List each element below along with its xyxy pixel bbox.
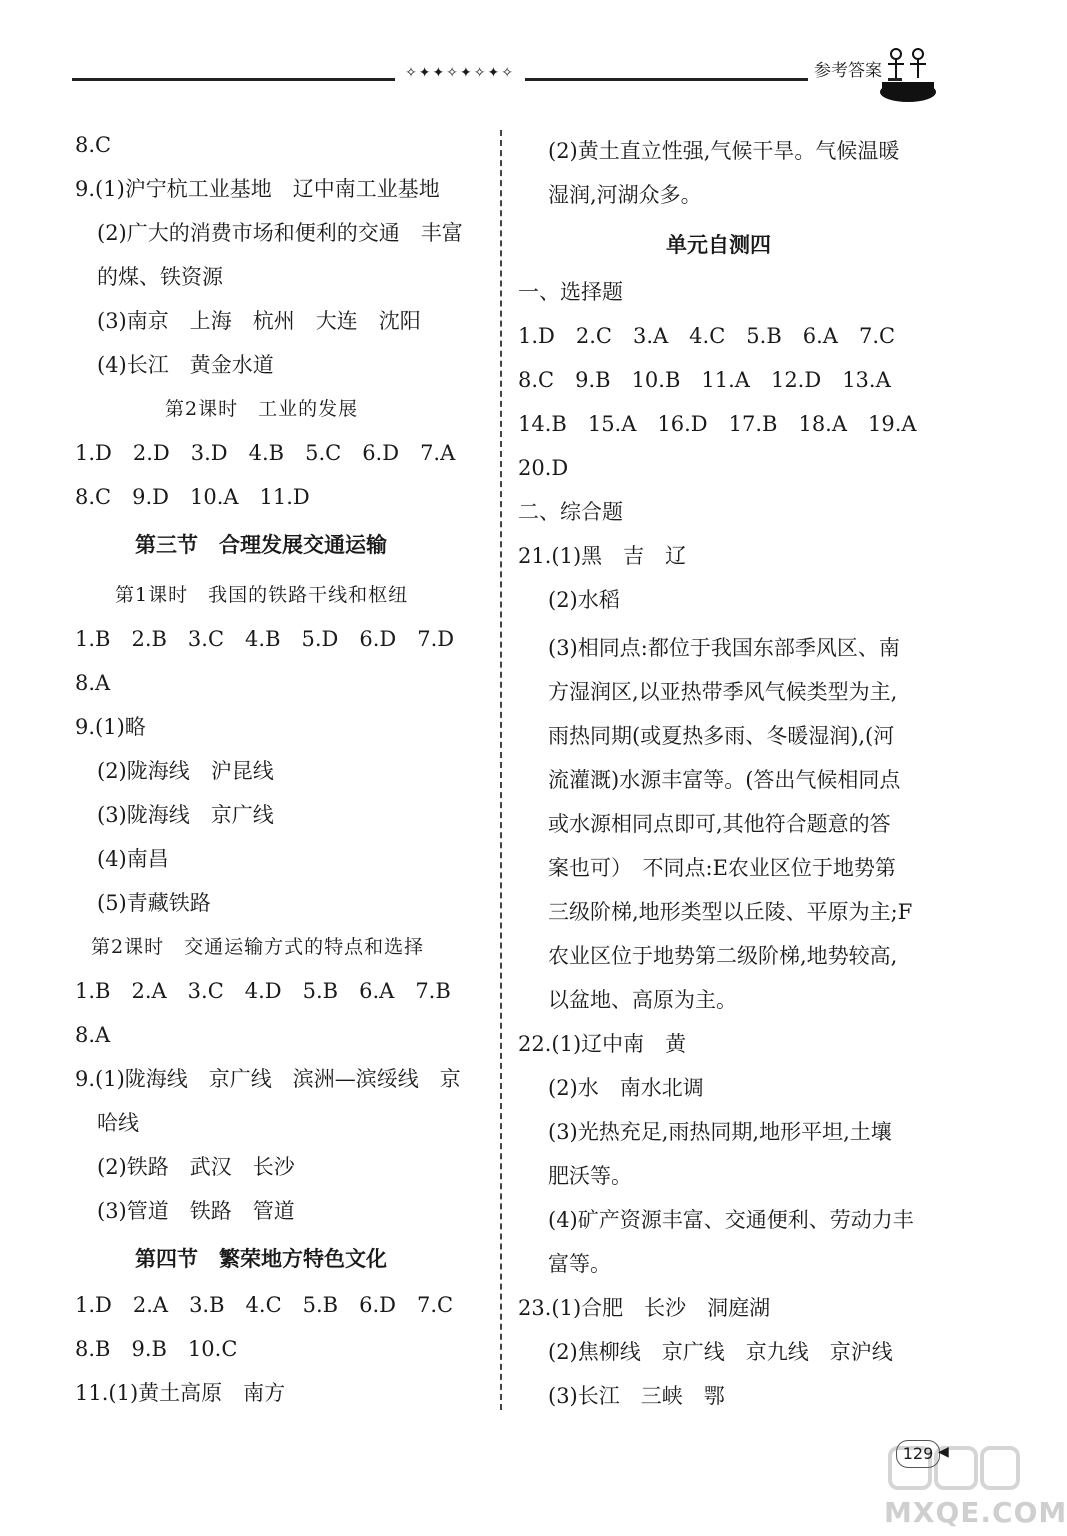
answer-line: 8.C 9.B 10.B 11.A 12.D 13.A	[518, 368, 891, 392]
section-heading: 第三节 合理发展交通运输	[135, 533, 387, 557]
answer-line: 21.(1)黑 吉 辽	[518, 544, 687, 568]
answer-line: 1.D 2.D 3.D 4.B 5.C 6.D 7.A	[75, 441, 456, 465]
answer-line: 肥沃等。	[548, 1164, 632, 1188]
page-arrow-icon: ◀	[938, 1444, 949, 1460]
answer-line: 案也可） 不同点:E农业区位于地势第	[548, 856, 896, 880]
answer-line: 8.A	[75, 1023, 111, 1047]
answer-line: 9.(1)沪宁杭工业基地 辽中南工业基地	[75, 177, 440, 201]
answer-line: 9.(1)陇海线 京广线 滨洲—滨绥线 京	[75, 1067, 461, 1091]
lesson-heading: 第2课时 工业的发展	[165, 398, 359, 420]
book-logo-icon	[878, 42, 938, 104]
page-number: 129	[896, 1440, 940, 1468]
answer-line: 23.(1)合肥 长沙 洞庭湖	[518, 1296, 771, 1320]
answer-line: (2)水 南水北调	[548, 1076, 704, 1100]
lesson-heading: 第2课时 交通运输方式的特点和选择	[91, 936, 425, 958]
answer-line: 8.C 9.D 10.A 11.D	[75, 485, 310, 509]
answer-line: (5)青藏铁路	[97, 891, 211, 915]
answer-line: 8.A	[75, 671, 111, 695]
answer-line: 哈线	[97, 1111, 139, 1135]
answer-line: (3)相同点:都位于我国东部季风区、南	[548, 636, 900, 660]
answer-line: (2)水稻	[548, 588, 620, 612]
section-heading: 第四节 繁荣地方特色文化	[135, 1247, 387, 1271]
answer-line: 农业区位于地势第二级阶梯,地势较高,	[548, 944, 898, 968]
answer-line: 方湿润区,以亚热带季风气候类型为主,	[548, 680, 898, 704]
answer-line: (4)南昌	[97, 847, 169, 871]
answer-line: 流灌溉)水源丰富等。(答出气候相同点	[548, 768, 901, 792]
answer-line: (3)管道 铁路 管道	[97, 1199, 295, 1223]
answer-line: 8.C	[75, 133, 112, 157]
answer-line: 三级阶梯,地形类型以丘陵、平原为主;F	[548, 900, 913, 924]
answer-line: (3)光热充足,雨热同期,地形平坦,土壤	[548, 1120, 892, 1144]
answer-line: 雨热同期(或夏热多雨、冬暖湿润),(河	[548, 724, 895, 748]
answer-line: (2)广大的消费市场和便利的交通 丰富	[97, 221, 463, 245]
answer-line: 22.(1)辽中南 黄	[518, 1032, 687, 1056]
lesson-heading: 第1课时 我国的铁路干线和枢纽	[115, 584, 409, 606]
answer-line: (2)铁路 武汉 长沙	[97, 1155, 295, 1179]
column-divider	[500, 130, 502, 1410]
answer-line: (2)焦柳线 京广线 京九线 京沪线	[548, 1340, 893, 1364]
answer-line: 11.(1)黄土高原 南方	[75, 1381, 286, 1405]
header-title: 参考答案	[808, 60, 888, 82]
answer-line: (4)长江 黄金水道	[97, 353, 274, 377]
header-ornament: ✧✦✦✧✦✧✦✧	[395, 62, 525, 84]
answer-line: 以盆地、高原为主。	[548, 988, 737, 1012]
answer-line: 1.B 2.A 3.C 4.D 5.B 6.A 7.B	[75, 979, 451, 1003]
page-header	[0, 0, 1031, 120]
answer-line: 富等。	[548, 1252, 611, 1276]
unit-heading: 单元自测四	[666, 233, 771, 257]
answer-line: (2)陇海线 沪昆线	[97, 759, 274, 783]
answer-line: 8.B 9.B 10.C	[75, 1337, 238, 1361]
answer-line: (4)矿产资源丰富、交通便利、劳动力丰	[548, 1208, 914, 1232]
watermark-text: MXQE.COM	[884, 1496, 1067, 1529]
answer-line: (3)陇海线 京广线	[97, 803, 274, 827]
answer-line: 或水源相同点即可,其他符合题意的答	[548, 812, 891, 836]
answer-line: 1.B 2.B 3.C 4.B 5.D 6.D 7.D	[75, 627, 455, 651]
answer-line: 14.B 15.A 16.D 17.B 18.A 19.A	[518, 412, 917, 436]
answer-line: 9.(1)略	[75, 715, 146, 739]
answer-line: 的煤、铁资源	[97, 265, 223, 289]
answer-line: 20.D	[518, 456, 569, 480]
answer-line: (2)黄土直立性强,气候干旱。气候温暖	[548, 139, 900, 163]
answer-line: 湿润,河湖众多。	[548, 183, 702, 207]
answer-line: 二、综合题	[518, 500, 623, 524]
answer-line: 一、选择题	[518, 280, 623, 304]
answer-line: 1.D 2.A 3.B 4.C 5.B 6.D 7.C	[75, 1293, 454, 1317]
answer-line: 1.D 2.C 3.A 4.C 5.B 6.A 7.C	[518, 324, 896, 348]
answer-line: (3)长江 三峡 鄂	[548, 1384, 725, 1408]
answer-line: (3)南京 上海 杭州 大连 沈阳	[97, 309, 421, 333]
